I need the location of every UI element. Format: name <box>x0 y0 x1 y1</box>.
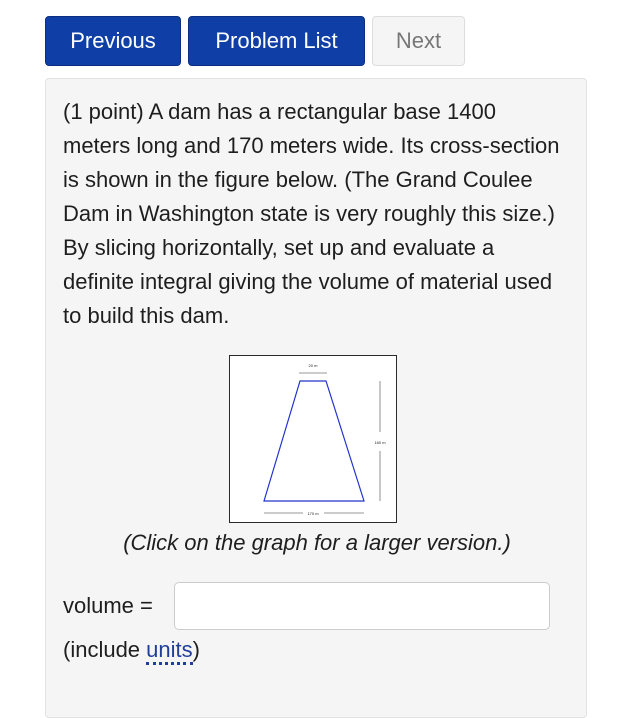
volume-input[interactable] <box>174 582 550 630</box>
problem-list-button[interactable]: Problem List <box>188 16 365 66</box>
problem-navigation <box>45 16 465 66</box>
dam-trapezoid <box>264 381 364 501</box>
base-width-label: 170 m <box>307 511 319 516</box>
volume-label: volume = <box>63 593 153 618</box>
units-note-suffix: ) <box>192 637 200 662</box>
units-note-prefix: (include <box>63 637 147 662</box>
units-help-link[interactable]: units <box>146 637 192 665</box>
previous-button[interactable]: Previous <box>45 16 181 66</box>
height-label: 160 m <box>374 440 386 445</box>
problem-card <box>45 78 587 718</box>
next-button[interactable]: Next <box>372 16 465 66</box>
top-width-label: 20 m <box>308 363 318 368</box>
figure-caption: (Click on the graph for a larger version.) <box>123 530 511 555</box>
units-note <box>63 633 200 667</box>
dam-cross-section-graph <box>230 356 396 522</box>
problem-statement: (1 point) A dam has a rectangular base 1400 meters long and 170 meters wide. Its cross-section is shown in the figure below. (The Grand Coulee Dam in Washington state is very roughly this size.) By slicing horizontally, set up and evaluate a definite integral giving the volume of material used to build this dam. <box>63 99 560 328</box>
dam-cross-section-figure[interactable] <box>229 355 397 523</box>
